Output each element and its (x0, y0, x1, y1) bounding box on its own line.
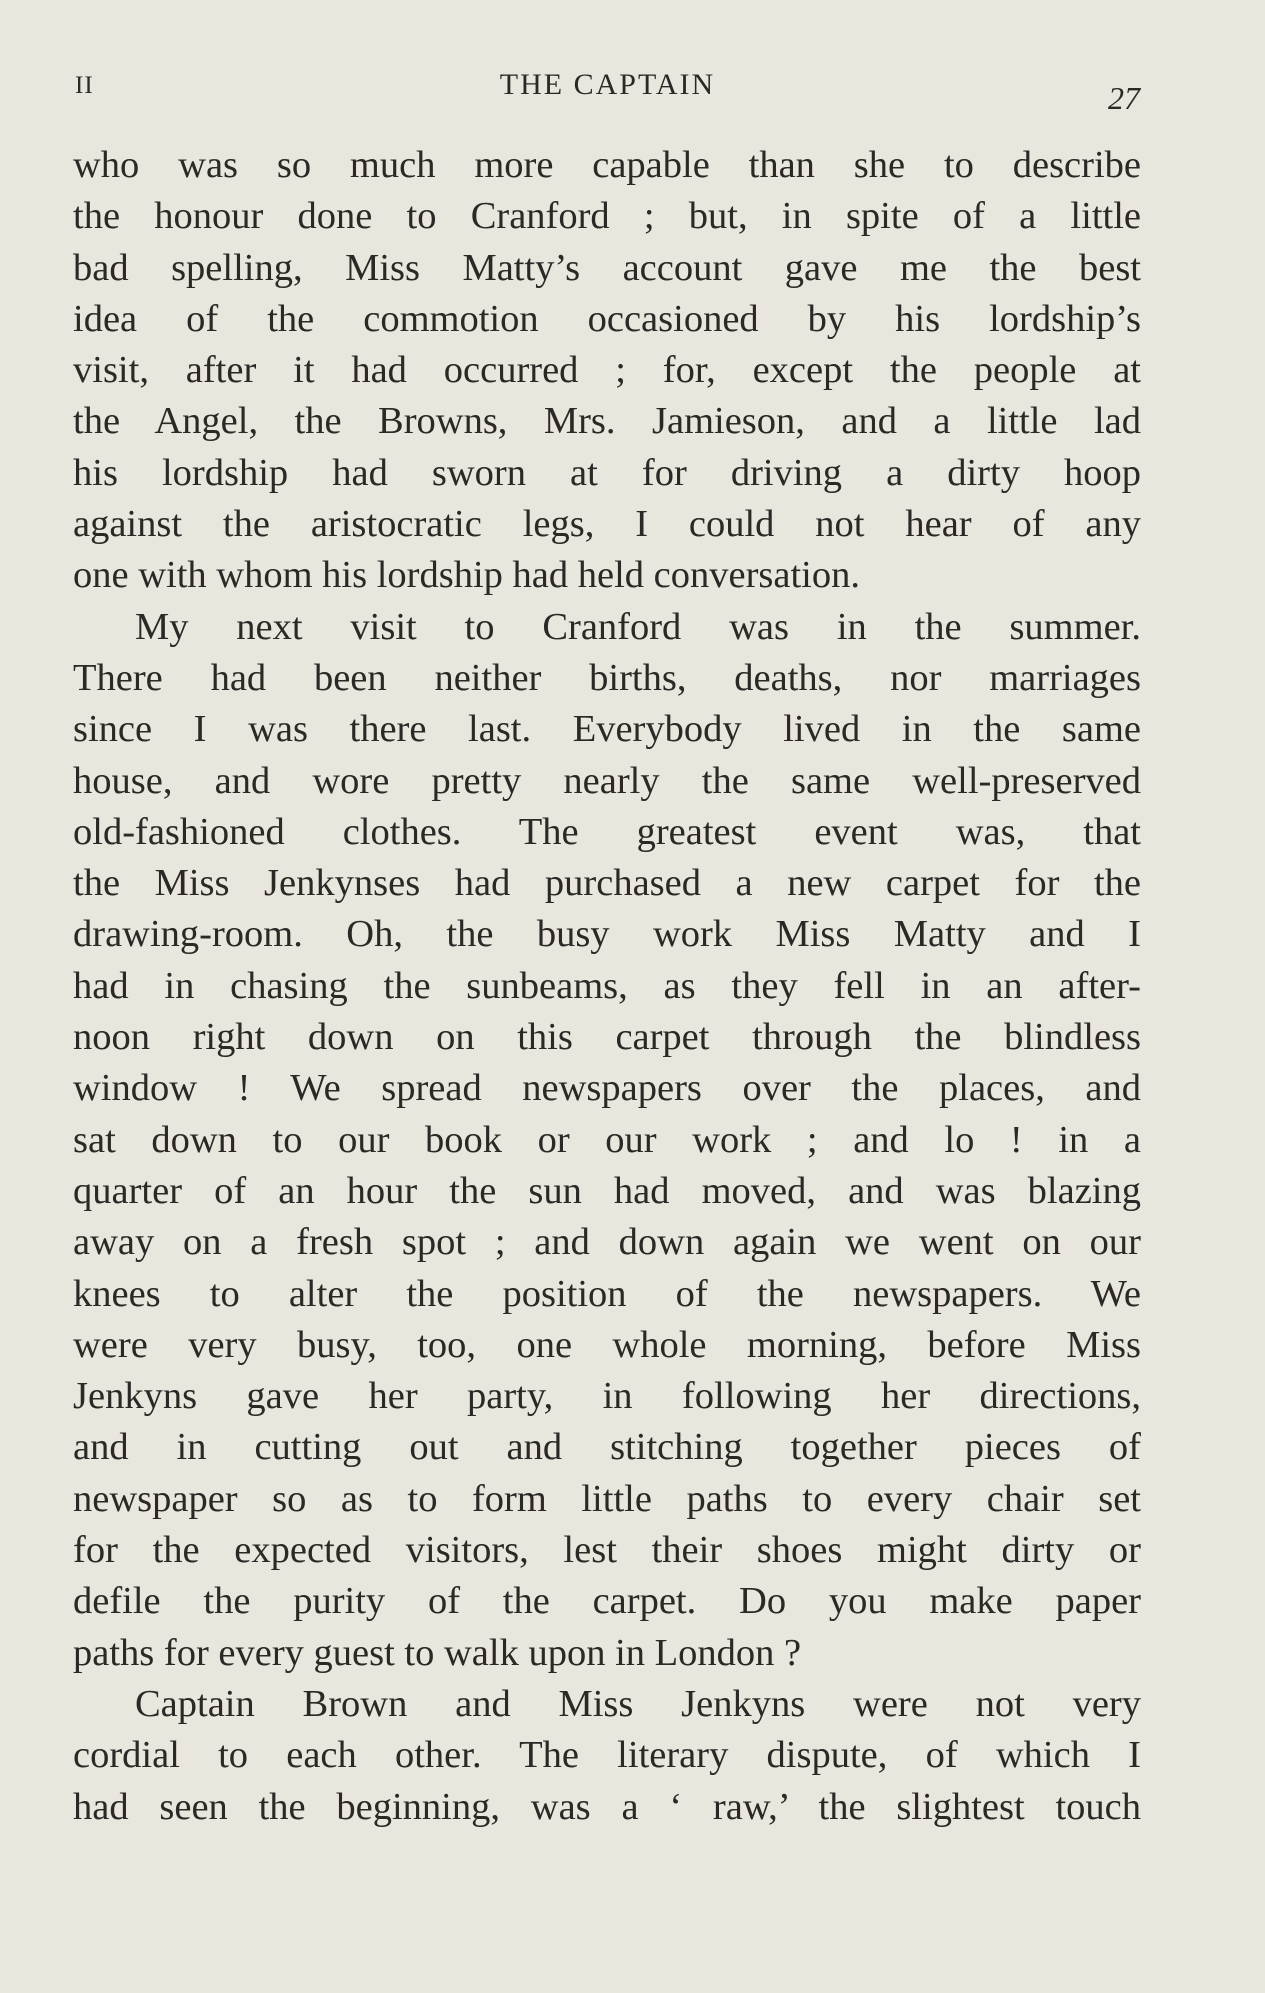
paragraph (73, 1679, 1141, 1833)
text-line: house, and wore pretty nearly the same well-preserved (73, 759, 1141, 802)
text-line: window ! We spread newspapers over the places, and (73, 1067, 1141, 1110)
text-line: knees to alter the position of the newspapers. We (73, 1272, 1141, 1315)
page-number: 27 (1108, 80, 1140, 116)
text-line: were very busy, too, one whole morning, before Miss (73, 1323, 1141, 1366)
text-line: Captain Brown and Miss Jenkyns were not very (135, 1682, 1141, 1725)
text-line: old-fashioned clothes. The greatest event was, that (73, 810, 1141, 853)
text-line: newspaper so as to form little paths to every chair set (73, 1477, 1141, 1520)
text-line: drawing-room. Oh, the busy work Miss Matty and I (73, 913, 1141, 956)
text-line: visit, after it had occurred ; for, except the people at (73, 349, 1141, 392)
text-line: defile the purity of the carpet. Do you make paper (73, 1580, 1141, 1623)
text-line: the Miss Jenkynses had purchased a new carpet for the (73, 862, 1141, 905)
text-line: Jenkyns gave her party, in following her directions, (73, 1375, 1141, 1418)
text-line: had seen the beginning, was a ‘ raw,’ the slightest touch (73, 1785, 1141, 1828)
text-line: had in chasing the sunbeams, as they fell in an after- (73, 964, 1141, 1007)
text-line: away on a fresh spot ; and down again we went on our (73, 1221, 1141, 1264)
page-body (73, 140, 1141, 1833)
text-line: sat down to our book or our work ; and lo ! in a (73, 1118, 1141, 1161)
text-line: paths for every guest to walk upon in London ? (73, 1631, 802, 1674)
text-line: one with whom his lordship had held conversation. (73, 554, 860, 597)
text-line: My next visit to Cranford was in the summer. (135, 605, 1141, 648)
text-line: for the expected visitors, lest their shoes might dirty or (73, 1529, 1141, 1572)
text-line: idea of the commotion occasioned by his lordship’s (73, 297, 1141, 340)
text-line: since I was there last. Everybody lived in the same (73, 708, 1141, 751)
paragraph (73, 602, 1141, 1679)
text-line: his lordship had sworn at for driving a dirty hoop (73, 451, 1141, 494)
text-line: quarter of an hour the sun had moved, and was blazing (73, 1169, 1141, 1212)
text-line: noon right down on this carpet through the blindless (73, 1016, 1141, 1059)
text-line: cordial to each other. The literary dispute, of which I (73, 1734, 1141, 1777)
running-title: THE CAPTAIN (499, 68, 716, 101)
text-line: bad spelling, Miss Matty’s account gave me the best (73, 246, 1141, 289)
text-line: against the aristocratic legs, I could not hear of any (73, 503, 1141, 546)
text-line: the honour done to Cranford ; but, in spite of a little (73, 195, 1141, 238)
text-line: and in cutting out and stitching together pieces of (73, 1426, 1141, 1469)
paragraph (73, 140, 1141, 602)
chapter-number: II (75, 72, 94, 99)
text-line: the Angel, the Browns, Mrs. Jamieson, and a little lad (73, 400, 1141, 443)
page-header (75, 68, 1140, 118)
text-line: There had been neither births, deaths, nor marriages (73, 656, 1141, 699)
text-line: who was so much more capable than she to describe (73, 144, 1141, 186)
